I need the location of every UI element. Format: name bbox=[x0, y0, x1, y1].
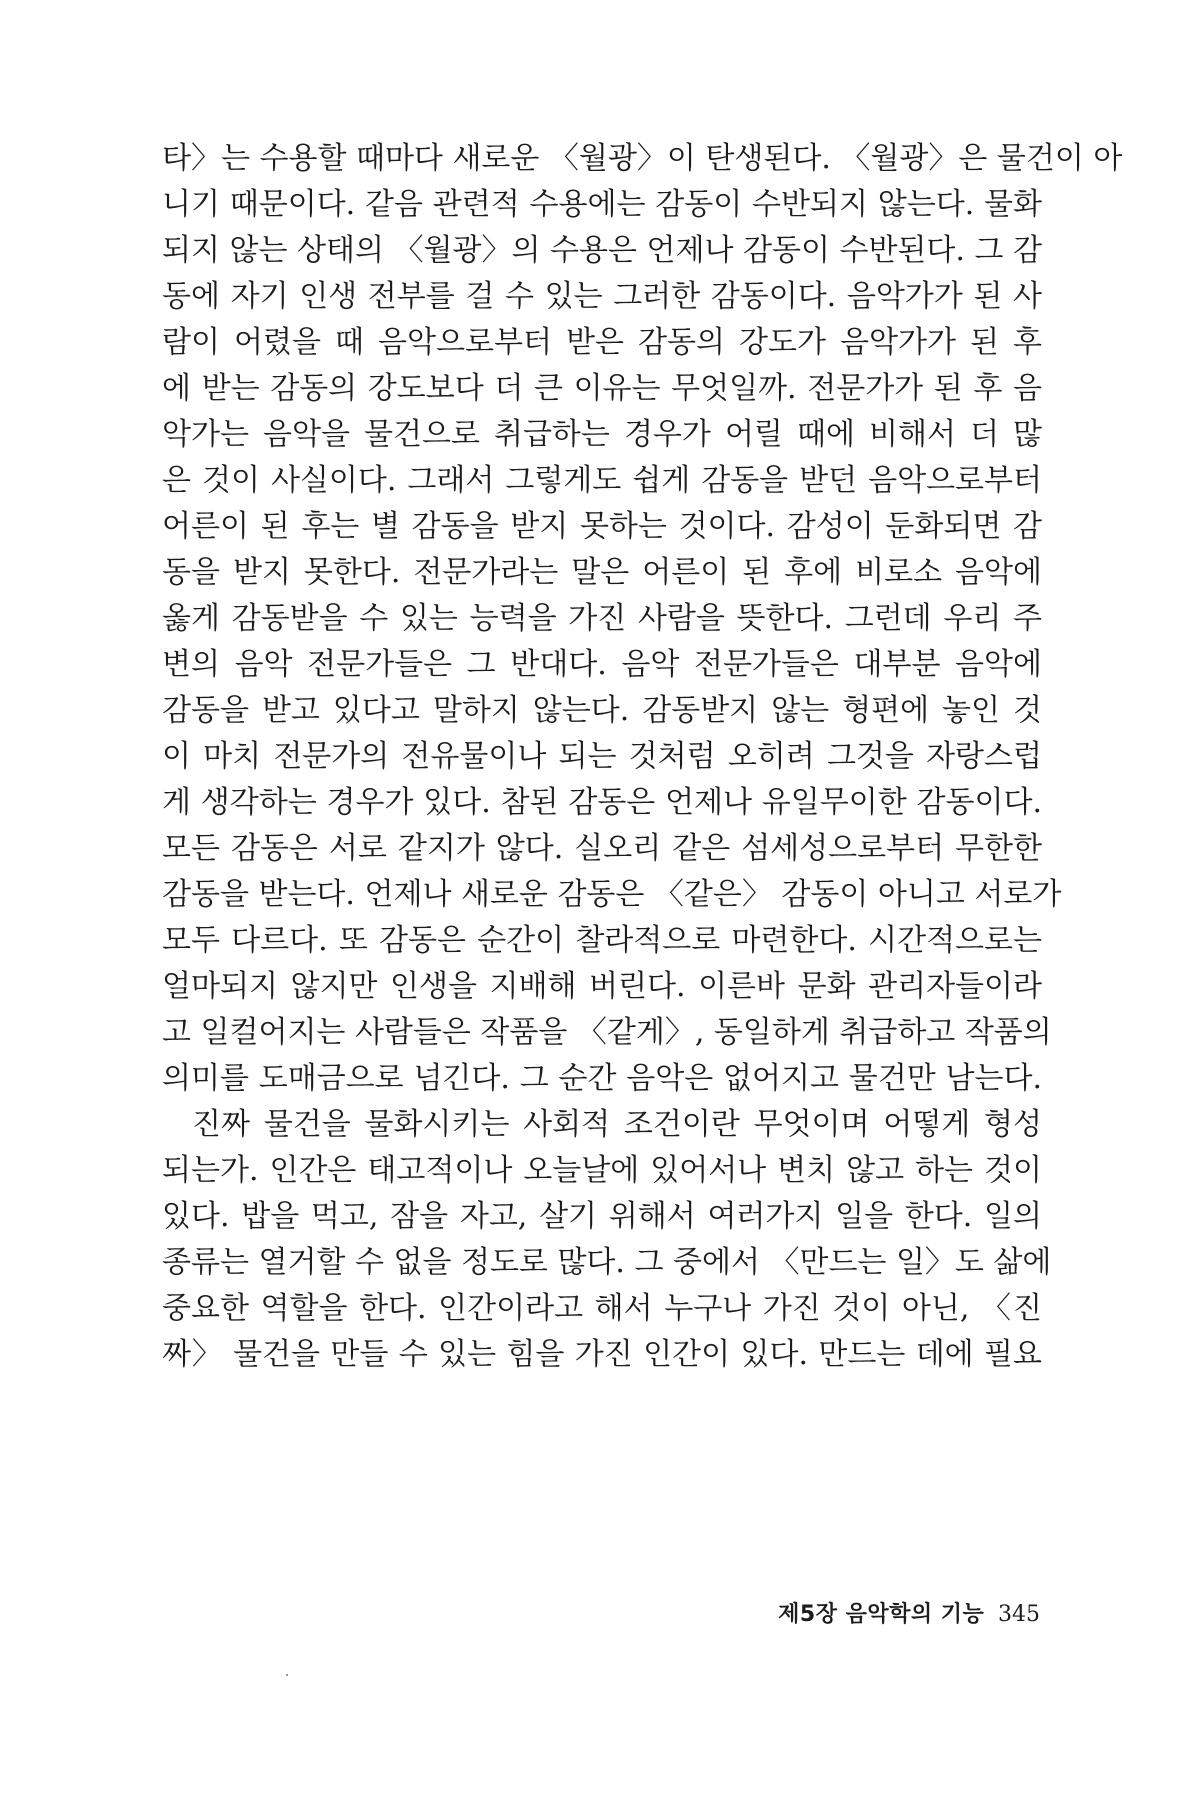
chapter-title: 제5장 음악학의 기능 bbox=[778, 1602, 985, 1627]
text-line: 짜〉 물건을 만들 수 있는 힘을 가진 인간이 있다. 만드는 데에 필요 bbox=[162, 1337, 1042, 1372]
text-line: 의미를 도매금으로 넘긴다. 그 순간 음악은 없어지고 물건만 남는다. bbox=[162, 1061, 1042, 1096]
text-line: 동에 자기 인생 전부를 걸 수 있는 그러한 감동이다. 음악가가 된 사 bbox=[162, 279, 1042, 314]
scan-speck bbox=[286, 1674, 288, 1676]
text-line: 동을 받지 못한다. 전문가라는 말은 어른이 된 후에 비로소 음악에 bbox=[162, 555, 1042, 590]
text-line: 되는가. 인간은 태고적이나 오늘날에 있어서나 변치 않고 하는 것이 bbox=[162, 1153, 1042, 1188]
body-text bbox=[162, 136, 1123, 1378]
text-line: 종류는 열거할 수 없을 정도로 많다. 그 중에서 〈만드는 일〉도 삶에 bbox=[162, 1245, 1052, 1280]
text-line: 얼마되지 않지만 인생을 지배해 버린다. 이른바 문화 관리자들이라 bbox=[162, 969, 1042, 1004]
page-number: 345 bbox=[998, 1602, 1040, 1627]
text-line: 모든 감동은 서로 같지가 않다. 실오리 같은 섬세성으로부터 무한한 bbox=[162, 831, 1042, 866]
text-line: 어른이 된 후는 별 감동을 받지 못하는 것이다. 감성이 둔화되면 감 bbox=[162, 509, 1042, 544]
text-line: 고 일컬어지는 사람들은 작품을 〈같게〉, 동일하게 취급하고 작품의 bbox=[162, 1015, 1052, 1050]
text-line: 에 받는 감동의 강도보다 더 큰 이유는 무엇일까. 전문가가 된 후 음 bbox=[162, 371, 1042, 406]
paragraph-first-line: 진짜 물건을 물화시키는 사회적 조건이란 무엇이며 어떻게 형성 bbox=[192, 1107, 1042, 1142]
text-line: 악가는 음악을 물건으로 취급하는 경우가 어릴 때에 비해서 더 많 bbox=[162, 417, 1042, 452]
text-line: 옳게 감동받을 수 있는 능력을 가진 사람을 뜻한다. 그런데 우리 주 bbox=[162, 601, 1042, 636]
text-line: 있다. 밥을 먹고, 잠을 자고, 살기 위해서 여러가지 일을 한다. 일의 bbox=[162, 1199, 1042, 1234]
text-line: 게 생각하는 경우가 있다. 참된 감동은 언제나 유일무이한 감동이다. bbox=[162, 785, 1042, 820]
text-line: 타〉는 수용할 때마다 새로운 〈월광〉이 탄생된다. 〈월광〉은 물건이 아 bbox=[162, 141, 1123, 176]
text-line: 이 마치 전문가의 전유물이나 되는 것처럼 오히려 그것을 자랑스럽 bbox=[162, 739, 1042, 774]
text-line: 감동을 받고 있다고 말하지 않는다. 감동받지 않는 형편에 놓인 것 bbox=[162, 693, 1042, 728]
text-line: 감동을 받는다. 언제나 새로운 감동은 〈같은〉 감동이 아니고 서로가 bbox=[162, 877, 1062, 912]
text-line: 람이 어렸을 때 음악으로부터 받은 감동의 강도가 음악가가 된 후 bbox=[162, 325, 1042, 360]
running-footer bbox=[720, 1597, 1040, 1628]
text-line: 변의 음악 전문가들은 그 반대다. 음악 전문가들은 대부분 음악에 bbox=[162, 647, 1042, 682]
text-line: 되지 않는 상태의 〈월광〉의 수용은 언제나 감동이 수반된다. 그 감 bbox=[162, 233, 1042, 268]
text-line: 중요한 역할을 한다. 인간이라고 해서 누구나 가진 것이 아닌, 〈진 bbox=[162, 1291, 1042, 1326]
text-line: 은 것이 사실이다. 그래서 그렇게도 쉽게 감동을 받던 음악으로부터 bbox=[162, 463, 1042, 498]
text-line: 모두 다르다. 또 감동은 순간이 찰라적으로 마련한다. 시간적으로는 bbox=[162, 923, 1042, 958]
text-line: 니기 때문이다. 같음 관련적 수용에는 감동이 수반되지 않는다. 물화 bbox=[162, 187, 1042, 222]
